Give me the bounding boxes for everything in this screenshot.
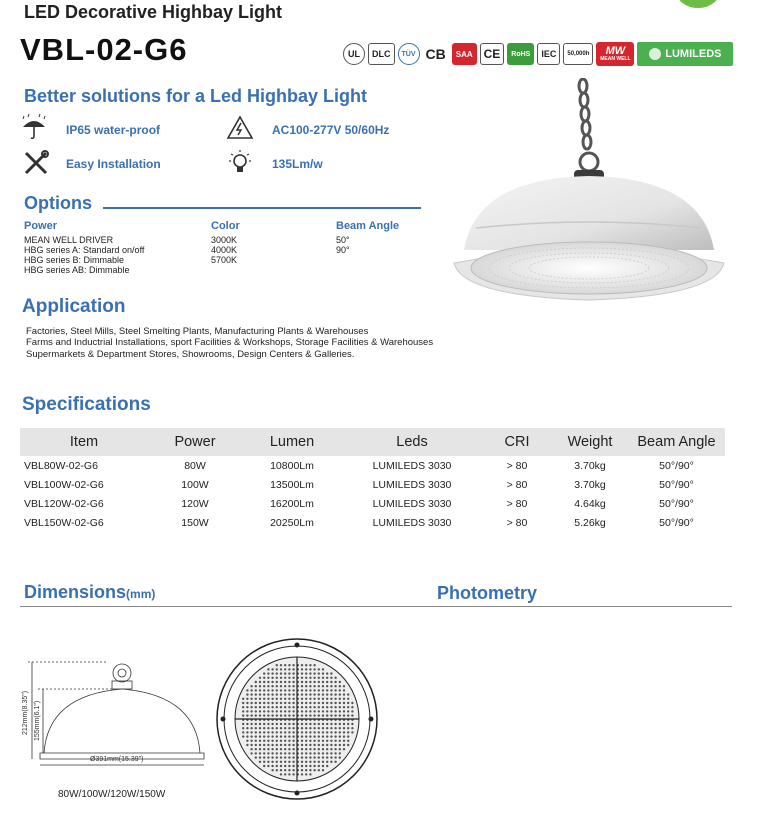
table-cell: 50°/90°	[659, 497, 694, 510]
table-cell: 3.70kg	[574, 459, 606, 472]
list-item: HBG series A: Standard on/off	[24, 245, 145, 255]
list-item: 4000K	[211, 245, 238, 255]
table-cell: > 80	[506, 459, 528, 472]
list-item: MEAN WELL DRIVER	[24, 235, 114, 245]
table-cell: VBL100W-02-G6	[24, 478, 104, 491]
application-heading: Application	[22, 296, 126, 317]
column-header: Lumen	[242, 428, 342, 456]
application-line: Factories, Steel Mills, Steel Smelting Plants, Manufacturing Plants & Warehouses	[26, 326, 369, 337]
options-heading: Options	[24, 193, 92, 213]
saa-certification-icon: SAA	[452, 43, 477, 65]
front-led-array-drawing	[213, 635, 381, 803]
table-cell: 4.64kg	[574, 497, 606, 510]
column-header: Leds	[342, 428, 482, 456]
feature-installation: Easy Installation	[66, 157, 161, 171]
table-cell: 50°/90°	[659, 459, 694, 472]
height-total-label: 212mm(8.35")	[22, 690, 29, 735]
options-divider	[103, 207, 421, 209]
application-line: Farms and Inductrial Installations, sport Facilities & Workshops, Storage Facilities & Warehouses	[26, 337, 434, 349]
table-cell: 150W	[181, 516, 209, 529]
column-header: Weight	[552, 428, 628, 456]
table-cell: 80W	[184, 459, 206, 472]
table-row	[20, 475, 725, 494]
tuv-certification-icon: TÜV	[398, 43, 420, 65]
table-cell: > 80	[506, 497, 528, 510]
certification-logos	[343, 42, 733, 66]
table-cell: 13500Lm	[270, 478, 314, 491]
table-cell: VBL150W-02-G6	[24, 516, 104, 529]
table-cell: 16200Lm	[270, 497, 314, 510]
lifetime-clock-icon: 50,000h	[563, 43, 593, 65]
application-text	[26, 326, 433, 360]
column-header: CRI	[482, 428, 552, 456]
list-item: 90°	[336, 245, 350, 255]
umbrella-rain-icon	[20, 113, 48, 141]
ce-certification-icon: CE	[480, 43, 505, 65]
table-header-row	[20, 428, 725, 456]
list-item: 3000K	[211, 235, 238, 245]
table-cell: LUMILEDS 3030	[372, 497, 452, 510]
side-dimension-drawing	[8, 655, 208, 775]
options-power-list	[24, 235, 144, 275]
table-row	[20, 456, 725, 475]
list-item: HBG series B: Dimmable	[24, 255, 125, 265]
table-cell: 10800Lm	[270, 459, 314, 472]
cb-certification-icon: CB	[423, 43, 449, 65]
options-beam-list	[336, 235, 350, 255]
list-item: 5700K	[211, 255, 238, 265]
table-cell: 50°/90°	[659, 478, 694, 491]
feature-waterproof: IP65 water-proof	[66, 123, 161, 137]
feature-voltage: AC100-277V 50/60Hz	[272, 123, 390, 137]
options-beam-title: Beam Angle	[336, 220, 400, 232]
eco-badge	[676, 0, 720, 8]
table-cell: 100W	[181, 478, 209, 491]
wattage-options-label: 80W/100W/120W/150W	[58, 789, 166, 800]
column-header: Power	[148, 428, 242, 456]
table-cell: LUMILEDS 3030	[372, 516, 452, 529]
table-row	[20, 494, 725, 513]
options-color-title: Color	[211, 220, 240, 232]
column-header: Beam Angle	[628, 428, 725, 456]
lumileds-logo: LUMILEDS	[637, 42, 733, 66]
highbay-lamp-image	[446, 78, 726, 318]
diameter-label: Ø391mm(15.39")	[90, 756, 144, 763]
tools-icon	[22, 149, 50, 177]
table-row	[20, 513, 725, 532]
dimensions-heading: Dimensions(mm)	[24, 582, 156, 602]
chain-icon	[579, 79, 598, 171]
table-cell: LUMILEDS 3030	[372, 459, 452, 472]
iec-certification-icon: IEC	[537, 43, 560, 65]
dimensions-unit: (mm)	[126, 587, 156, 601]
application-line: Supermarkets & Department Stores, Showrooms, Design Centers & Galleries.	[26, 348, 355, 360]
voltage-warning-icon	[226, 114, 254, 142]
table-cell: VBL120W-02-G6	[24, 497, 104, 510]
table-cell: 50°/90°	[659, 516, 694, 529]
options-power-title: Power	[24, 220, 58, 232]
column-header: Item	[20, 428, 148, 456]
lightbulb-icon	[226, 148, 254, 176]
options-color-list	[211, 235, 237, 265]
ul-certification-icon: UL	[343, 43, 365, 65]
table-cell: > 80	[506, 478, 528, 491]
table-cell: 5.26kg	[574, 516, 606, 529]
table-cell: 120W	[181, 497, 209, 510]
list-item: 50°	[336, 235, 350, 245]
model-number: VBL-02-G6	[20, 32, 188, 67]
features-heading: Better solutions for a Led Highbay Light	[24, 86, 368, 106]
list-item: HBG series AB: Dimmable	[24, 265, 130, 275]
specifications-table	[20, 428, 725, 532]
product-subtitle: LED Decorative Highbay Light	[24, 2, 283, 22]
table-cell: > 80	[506, 516, 528, 529]
dlc-certification-icon: DLC	[368, 43, 395, 65]
specifications-heading: Specifications	[22, 394, 151, 415]
table-cell: 20250Lm	[270, 516, 314, 529]
height-body-label: 155mm(6.1")	[34, 700, 41, 741]
feature-efficacy: 135Lm/w	[272, 157, 323, 171]
table-cell: 3.70kg	[574, 478, 606, 491]
photometry-heading: Photometry	[437, 583, 538, 603]
mean-well-logo: MW MEAN WELL	[596, 42, 634, 66]
rohs-certification-icon: RoHS	[507, 43, 534, 65]
section-divider	[20, 606, 732, 607]
table-cell: LUMILEDS 3030	[372, 478, 452, 491]
table-cell: VBL80W-02-G6	[24, 459, 98, 472]
